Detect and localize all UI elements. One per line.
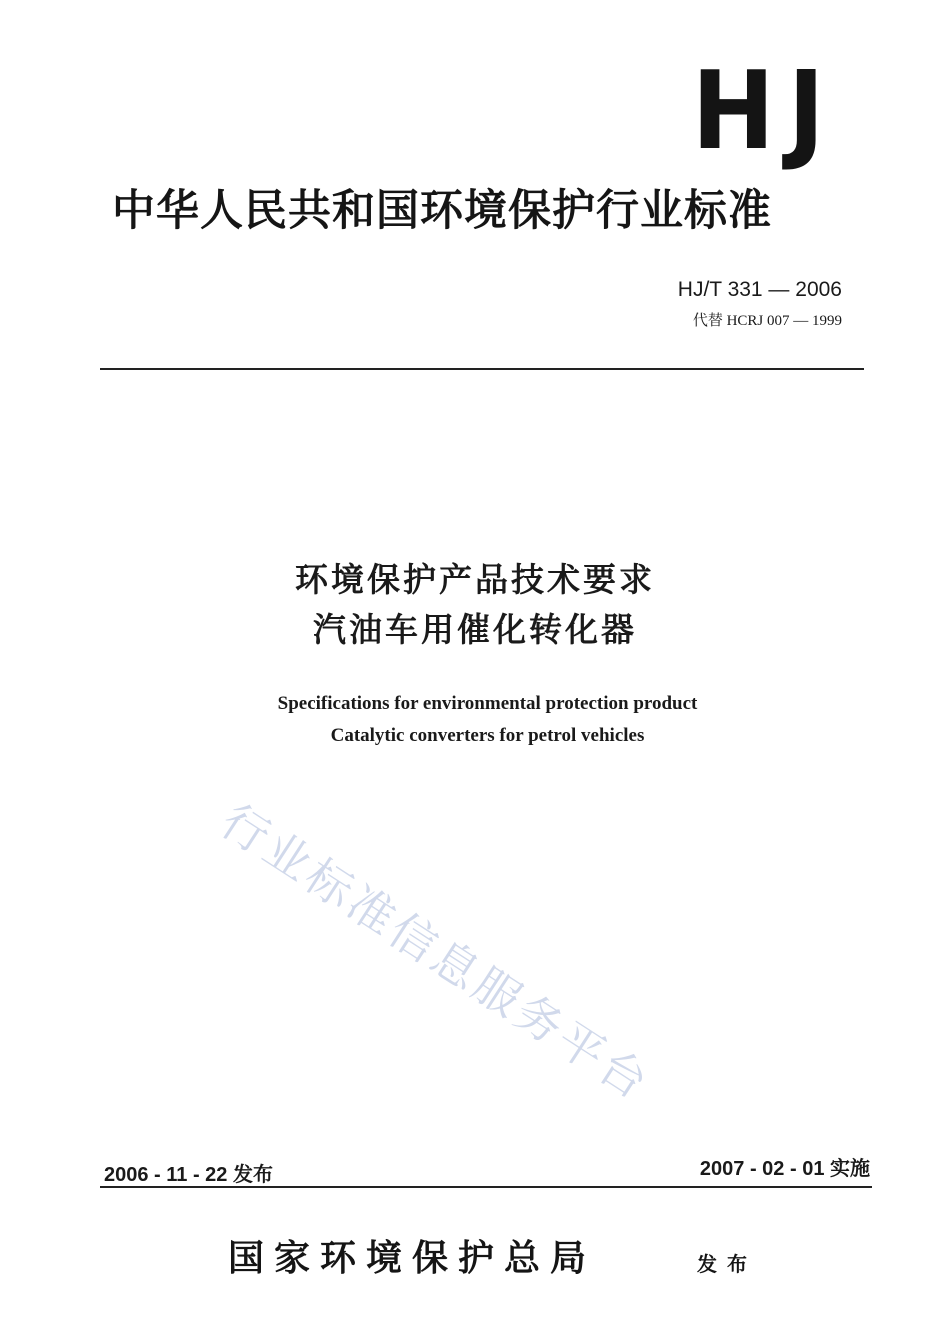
- country-standard-title: 中华人民共和国环境保护行业标准: [112, 186, 772, 236]
- chinese-title-line-2: 汽油车用催化转化器: [313, 610, 637, 649]
- replaces-standard: 代替 HCRJ 007 — 1999: [692, 313, 842, 329]
- effective-date: 2007 - 02 - 01 实施: [699, 1158, 870, 1180]
- bottom-divider: [100, 1186, 872, 1188]
- standard-number: HJ/T 331 — 2006: [677, 278, 842, 301]
- watermark: 行业标准信息服务平台: [211, 793, 661, 1112]
- issue-date: 2006 - 11 - 22 发布: [104, 1164, 273, 1186]
- publish-label: 发布: [697, 1252, 757, 1276]
- hj-logo: HJ: [692, 49, 838, 174]
- chinese-title-line-1: 环境保护产品技术要求: [295, 560, 655, 599]
- english-title: [0, 688, 950, 752]
- chinese-title: [0, 555, 950, 655]
- publisher-name: 国家环境保护总局: [228, 1237, 597, 1279]
- top-divider: [100, 368, 864, 370]
- english-title-line-2: Catalytic converters for petrol vehicles: [330, 725, 645, 746]
- english-title-line-1: Specifications for environmental protection product: [277, 693, 698, 714]
